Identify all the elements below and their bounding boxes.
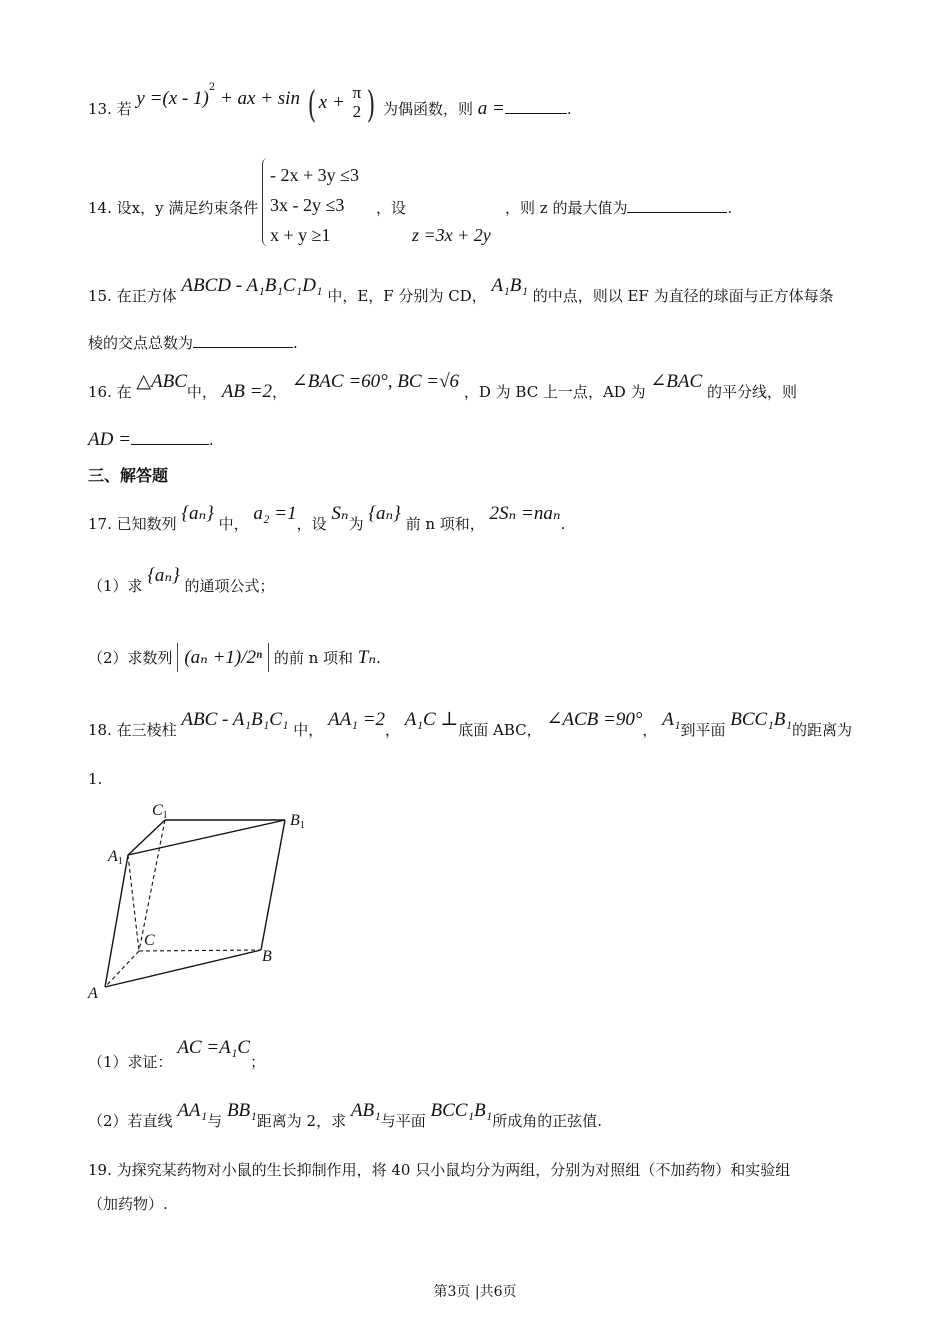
q17-part2-seq: (aₙ +1)/2ⁿ [177,643,269,672]
page-footer: 第3页 |共6页 [433,1284,517,1300]
q15-segment: A₁B₁ [491,275,528,296]
q18-perp: A₁C ⊥ [404,709,459,730]
label-b: B [262,948,272,965]
question-18: 18. 在三棱柱 ABC - A₁B₁C₁ 中， AA₁ =2， A₁C ⊥底面 ABC， ∠ACB =90°， A₁到平面 BCC₁B₁的距离为 [88,709,853,739]
q17-relation: 2Sₙ =naₙ [489,503,561,524]
q13-formula-rest: + ax + sin [215,88,300,109]
question-16-line2: AD = . [88,429,214,450]
q16-ab: AB =2 [221,381,272,402]
q14-text1: x，y 满足约束条件 [131,199,259,217]
q13-pi-over-2: π 2 [352,83,362,121]
q17-part1-seq: {aₙ} [147,565,180,586]
q18-bb1-line: BB₁ [226,1100,257,1121]
q18-angle: ∠ACB =90° [546,709,643,730]
q16-answer-var: AD = [88,429,131,450]
q13-text: 为偶函数，则 [383,100,474,118]
q16-angle: ∠BAC [650,371,703,392]
q15-answer-blank[interactable] [193,346,293,348]
q14-tail: ，设 [376,199,407,217]
q17-tn: Tₙ [357,647,377,668]
question-18-part2: （2）若直线 AA₁与 BB₁距离为 2，求 AB₁与平面 BCC₁B₁所成角的正弦值. [88,1100,603,1130]
question-14 [88,201,258,216]
q13-number: 13. 若 [88,100,132,118]
q14-answer-blank[interactable] [627,211,727,213]
q18-plane: BCC₁B₁ [730,709,793,730]
q17-seq: {aₙ} [181,503,214,524]
question-15-line2: 棱的交点总数为 . [88,334,298,352]
q13-formula-y: y =(x - 1) [136,88,209,109]
q13-answer-var: a = [477,98,505,119]
q13-left-paren: ( [307,85,316,126]
q16-condition: ∠BAC =60°, BC =√6 [291,371,460,392]
question-19-line2: （加药物）. [88,1195,168,1213]
question-15: 15. 在正方体 ABCD - A₁B₁C₁D₁ 中，E，F 分别为 CD， A₁B₁ 的中点，则以 EF 为直径的球面与正方体每条 [88,275,834,305]
label-c: C [144,932,155,949]
q13-x-plus: x + [318,92,345,113]
label-a: A [88,985,98,1002]
label-a1: A1 [108,848,123,867]
q16-number: 16. 在 [88,383,132,401]
section-heading: 三、解答题 [88,466,169,485]
q14-constraint-3: x + y ≥1 [270,225,331,245]
q14-tail2: ，则 z 的最大值为 . [505,199,733,217]
q17-seq-2: {aₙ} [368,503,401,524]
label-c1: C1 [152,802,168,821]
q14-constraint-2: 3x - 2y ≤3 [270,195,345,215]
question-18-cont: 1. [88,770,103,788]
q18-part1-eq: AC =A₁C [177,1037,251,1058]
question-18-part1: （1）求证： AC =A₁C； [88,1037,266,1071]
q17-sn: Sₙ [331,503,349,524]
q14-constraint-1: - 2x + 3y ≤3 [270,165,360,185]
question-17-part2: （2）求数列 (aₙ +1)/2ⁿ 的前 n 项和 Tₙ. [88,648,381,667]
q18-ab1-line: AB₁ [350,1100,381,1121]
q18-aa1: AA₁ =2 [328,709,385,730]
q18-prism: ABC - A₁B₁C₁ [181,709,289,730]
q13-right-paren: ) [366,85,376,126]
q17-a2: a₂ =1 [253,503,297,524]
q14-objective: z =3x + 2y [412,225,491,245]
q18-plane-2: BCC₁B₁ [430,1100,493,1121]
prism-figure [80,795,330,1005]
q14-constraint-system [270,160,359,250]
q18-a1: A₁ [662,709,681,730]
q13-answer-blank[interactable] [505,112,567,114]
question-13: 13. 若 y =(x - 1)$^2$ + ax + sin ( x + π 2 ) 为偶函数，则 a = . [88,82,572,126]
label-b1: B1 [290,812,305,831]
question-17-part1: （1）求 {aₙ} 的通项公式； [88,565,275,595]
question-19: 19. 为探究某药物对小鼠的生长抑制作用，将 40 只小鼠均分为两组，分别为对照组（不加药物）和实验组 [88,1161,791,1179]
q15-number: 15. 在正方体 [88,287,177,305]
q15-cube: ABCD - A₁B₁C₁D₁ [181,275,323,296]
q13-exponent: 2 [208,82,216,93]
q18-aa1-line: AA₁ [177,1100,208,1121]
question-16: 16. 在 △ABC中， AB =2， ∠BAC =60°, BC =√6 ，D 为 BC 上一点，AD 为 ∠BAC 的平分线，则 [88,371,797,402]
q16-answer-blank[interactable] [131,443,209,445]
q14-number: 14. 设 [88,199,132,217]
q16-triangle: △ABC [136,371,187,392]
question-17: 17. 已知数列 {aₙ} 中， a₂ =1，设 Sₙ为 {aₙ} 前 n 项和， 2Sₙ =naₙ. [88,503,566,533]
